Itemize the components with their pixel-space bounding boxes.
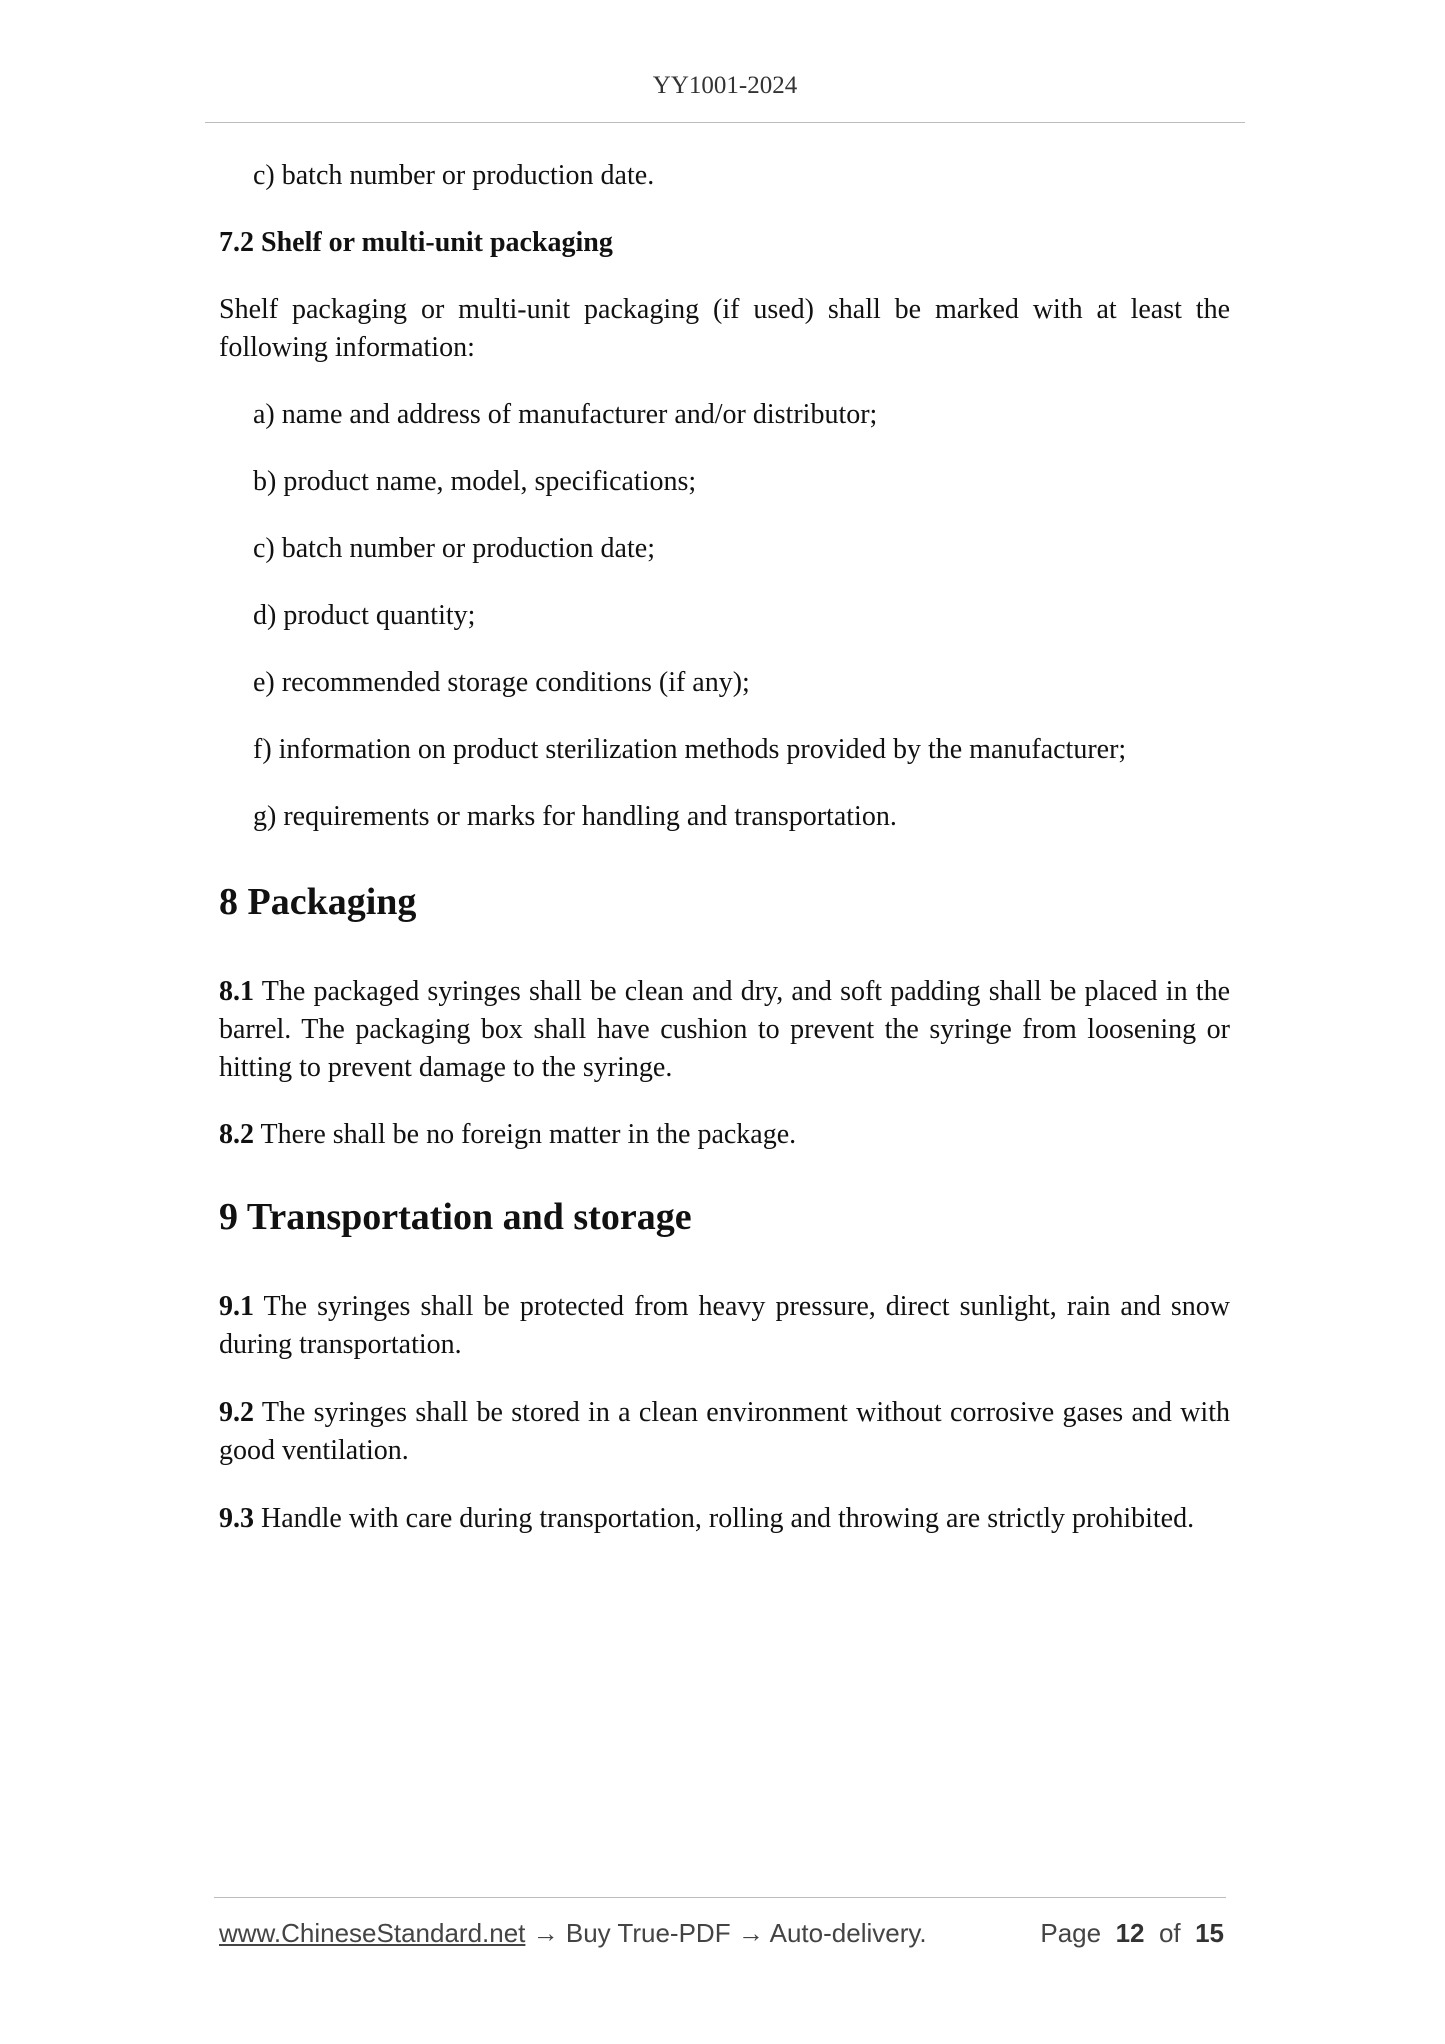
- of-label: of: [1158, 1918, 1181, 1948]
- footer-divider: [214, 1897, 1226, 1898]
- clause-9-3: [219, 1500, 1230, 1538]
- list-item-f: f) information on product sterilization methods provided by the manufacturer;: [253, 734, 1127, 765]
- clause-text: The syringes shall be stored in a clean environment without corrosive gases and with good ventilation.: [219, 1397, 1230, 1466]
- clause-8-2: [219, 1116, 1230, 1154]
- buy-true-pdf-text: Buy True-PDF: [565, 1918, 731, 1948]
- site-link[interactable]: www.ChineseStandard.net: [219, 1918, 526, 1948]
- list-item-g: g) requirements or marks for handling and transportation.: [253, 801, 897, 832]
- list-item-continued: c) batch number or production date.: [253, 160, 655, 191]
- clause-9-1: [219, 1288, 1230, 1364]
- list-item-e: e) recommended storage conditions (if any);: [253, 667, 750, 698]
- clause-number: 9.3: [219, 1503, 254, 1534]
- list-item-d: d) product quantity;: [253, 600, 476, 631]
- auto-delivery-text: Auto-delivery.: [769, 1918, 927, 1948]
- clause-9-2: [219, 1394, 1230, 1470]
- clause-text: The syringes shall be protected from heavy pressure, direct sunlight, rain and snow during transportation.: [219, 1291, 1230, 1360]
- clause-text: Handle with care during transportation, rolling and throwing are strictly prohibited.: [261, 1503, 1195, 1534]
- page-label: Page: [1040, 1918, 1102, 1948]
- page-counter: [1040, 1918, 1224, 1949]
- footer-promo: [219, 1918, 927, 1949]
- list-item-a: a) name and address of manufacturer and/or distributor;: [253, 399, 878, 430]
- total-pages-number: 15: [1195, 1918, 1224, 1948]
- clause-text: The packaged syringes shall be clean and dry, and soft padding shall be placed in the barrel. The packaging box shall have cushion to prevent the syringe from loosening or hitting to prevent damage to the syringe.: [219, 976, 1230, 1083]
- header-divider: [205, 122, 1245, 123]
- list-item-b: b) product name, model, specifications;: [253, 466, 697, 497]
- section-9-heading: 9 Transportation and storage: [219, 1196, 692, 1238]
- page-footer: [219, 1918, 1224, 1954]
- section-8-heading: 8 Packaging: [219, 881, 417, 923]
- arrow-right-icon: →: [532, 1918, 559, 1948]
- clause-number: 8.2: [219, 1119, 254, 1150]
- list-item-c: c) batch number or production date;: [253, 533, 655, 564]
- clause-text: There shall be no foreign matter in the package.: [260, 1119, 797, 1150]
- clause-number: 9.1: [219, 1291, 254, 1322]
- clause-number: 8.1: [219, 976, 254, 1007]
- current-page-number: 12: [1115, 1918, 1145, 1948]
- clause-number: 9.2: [219, 1397, 254, 1428]
- section-7-2-intro: Shelf packaging or multi-unit packaging (if used) shall be marked with at least the following information:: [219, 294, 1230, 363]
- section-7-2-heading: 7.2 Shelf or multi-unit packaging: [219, 227, 613, 258]
- arrow-right-icon: →: [737, 1918, 764, 1948]
- document-id-header: YY1001-2024: [652, 72, 798, 99]
- clause-8-1: [219, 973, 1230, 1087]
